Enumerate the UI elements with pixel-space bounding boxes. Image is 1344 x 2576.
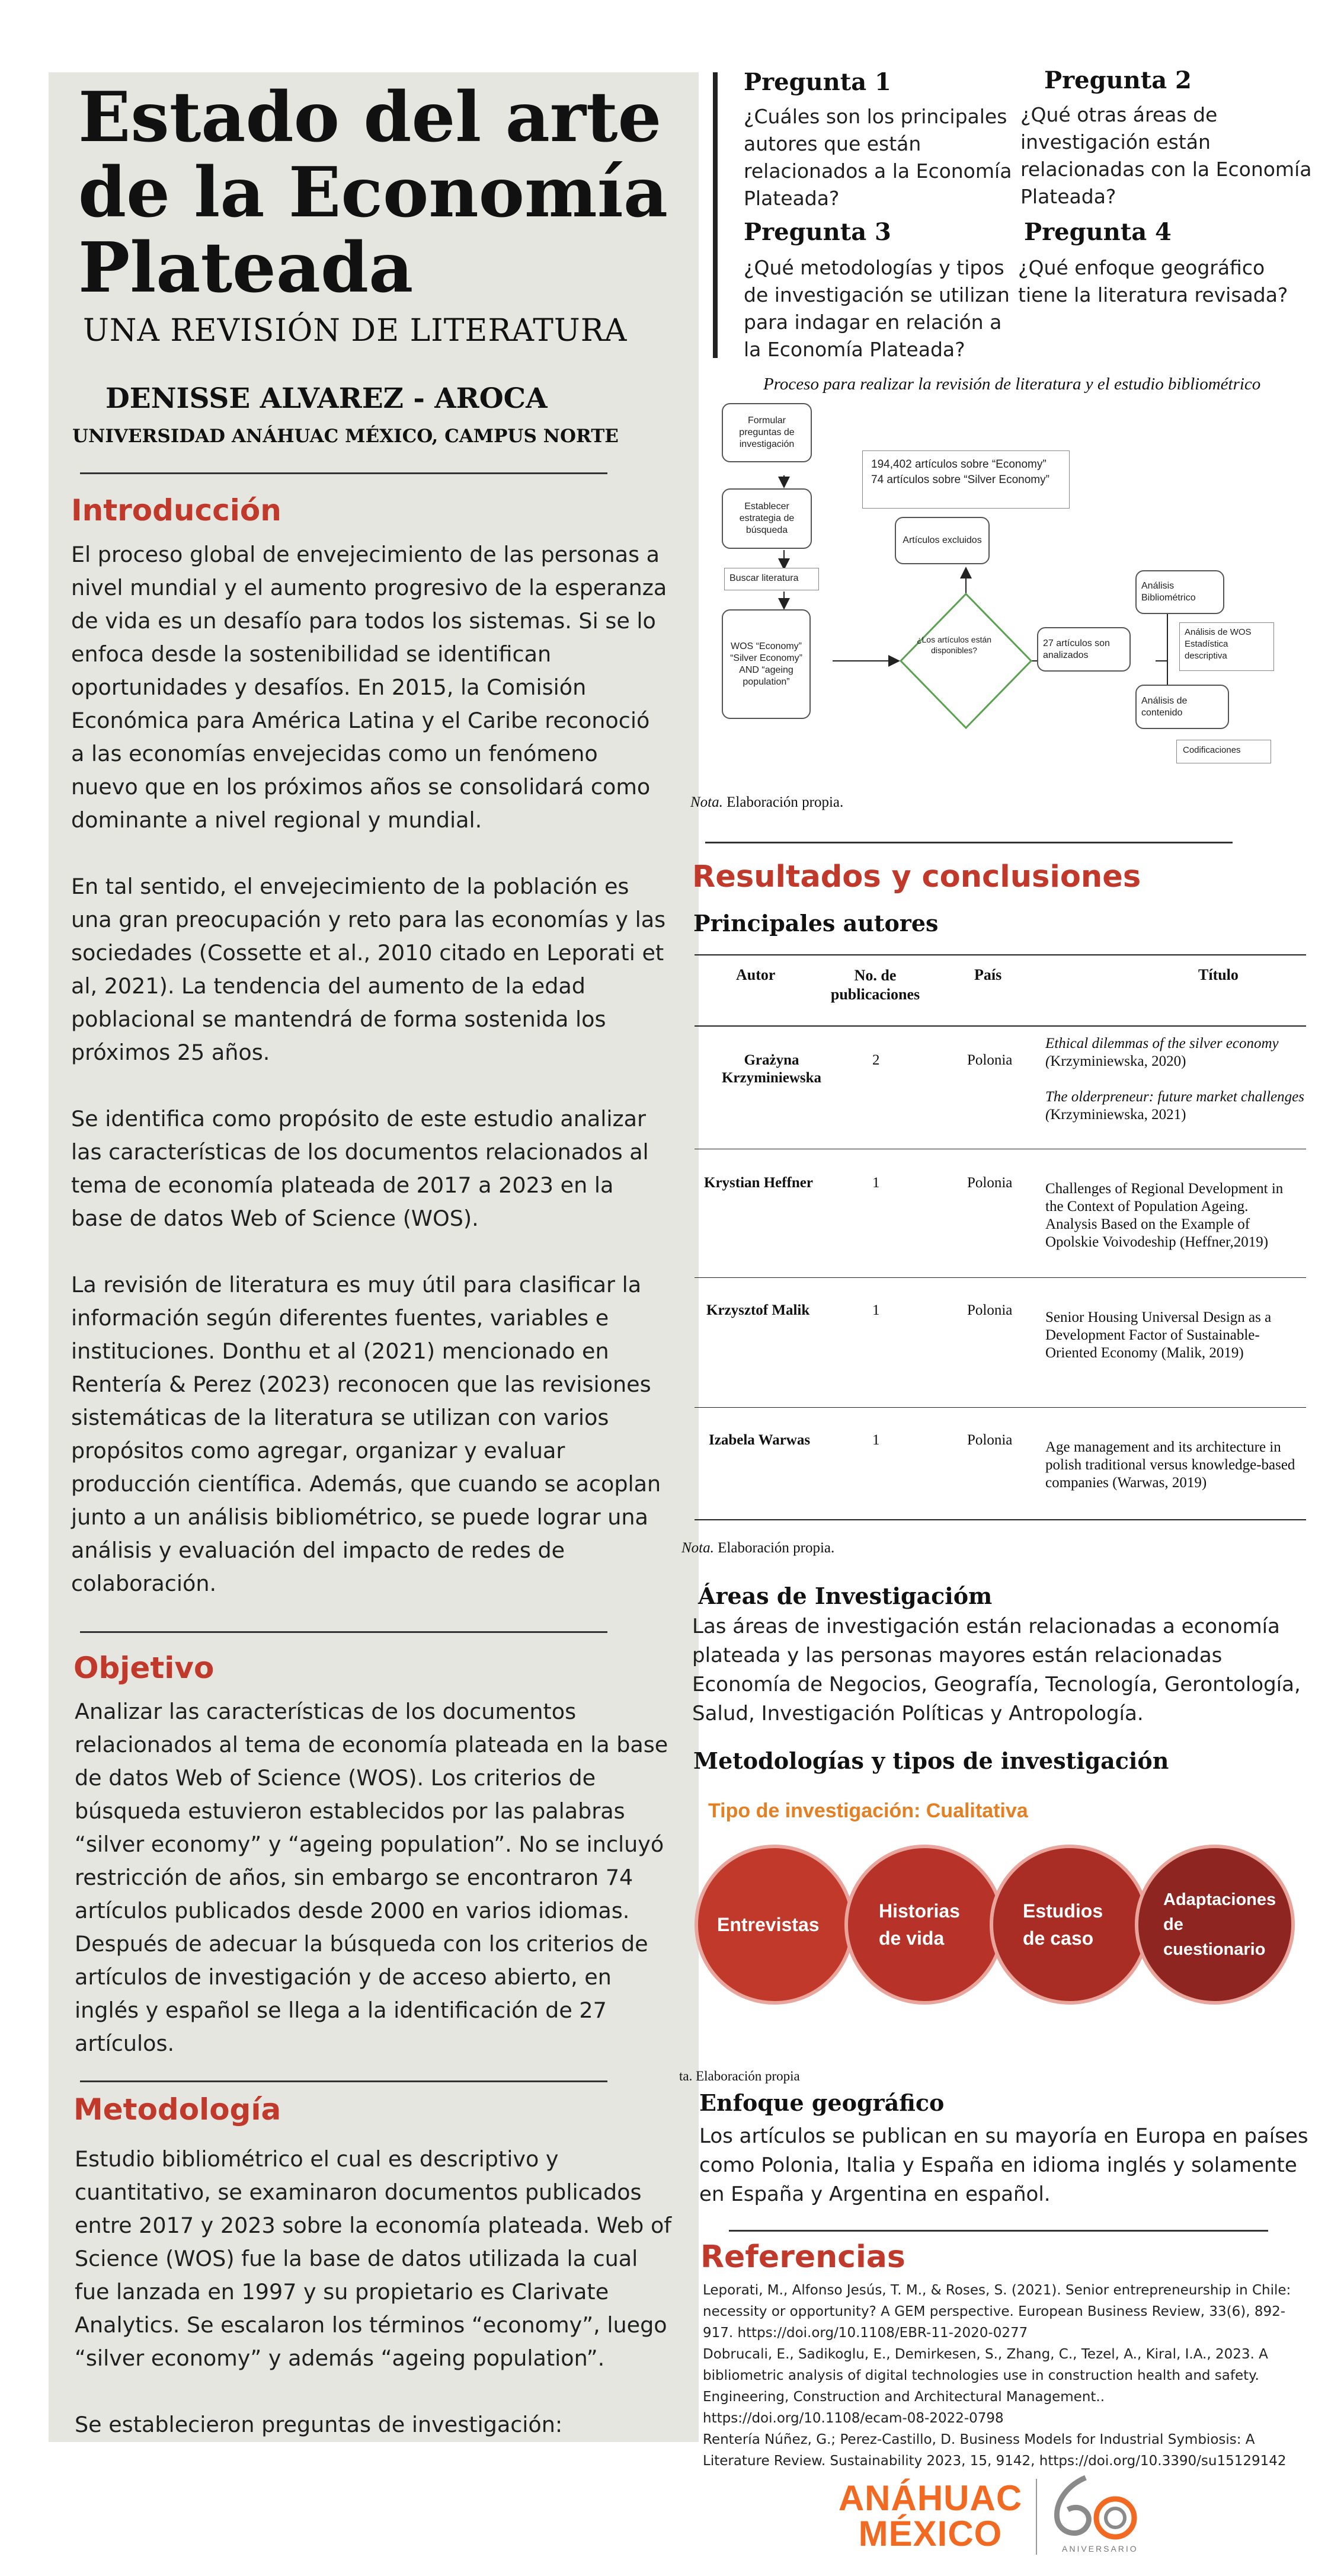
anahuac-logo [833,2478,1028,2553]
objetivo-body [75,1695,673,2060]
flow-step-wos: WOS “Economy” “Silver Economy” AND “ageing population” [722,609,811,719]
table-header-row [695,955,1306,1025]
note-text: Elaboración propia. [722,794,844,810]
table-row [695,1278,1306,1407]
areas-text: Las áreas de investigación están relacionadas a economía plateada y las personas mayores están relacionadas Economía de Negocios, Geografía, Tecnología, Gerontología, Salud, Investigación Políticas y Antropología. [692,1615,1301,1725]
question-2-title: Pregunta 2 [1044,66,1192,94]
col-header-count: No. de publicaciones [830,967,920,1003]
authors-table [695,954,1306,1520]
tipo-label: Tipo de investigación: Cualitativa [708,1800,1028,1822]
intro-body [71,538,670,1600]
question-2 [1020,66,1317,210]
objetivo-heading: Objetivo [73,1651,215,1685]
cell-title: Age management and its architecture in polish traditional versus knowledge-based companies (Warwas, 2019) [1045,1439,1295,1491]
question-1 [744,68,1016,212]
circle-estudios [990,1845,1150,2005]
metodologia-body [75,2143,673,2441]
circle-label: Estudios de caso [1023,1900,1103,1949]
reference-item: Leporati, M., Alfonso Jesús, T. M., & Roses, S. (2021). Senior entrepreneurship in Chile: necessity or opportunity? A GEM perspective. European Business Review, 33(6), 892-917. https://doi.org/10.1108/EBR-11-2020-0277 [703,2283,1291,2341]
question-4 [1018,218,1314,309]
metodologia-paragraph-1: Estudio bibliométrico el cual es descriptivo y cuantitativo, se examinaron documentos publicados entre 2017 y 2023 sobre la economía plateada. Web of Science (WOS) fue la base de datos utilizada la cual fue lanzada en 1997 y su propietario es Clarivate Analytics. Se escalaron los términos “economy”, luego “silver economy” y además “ageing population”. [75,2146,672,2371]
table-row [695,1149,1306,1277]
cell-count: 2 [872,1052,880,1068]
intro-paragraph-3: Se identifica como propósito de este estudio analizar las características de los documentos relacionados al tema de economía plateada de 2017 a 2023 en la base de datos Web of Science (WOS). [71,1106,649,1231]
metodologia-paragraph-2: Se establecieron preguntas de investigación: [75,2412,563,2437]
anniversary-label: ANIVERSARIO [1062,2544,1138,2553]
flow-analyzed: 27 artículos son analizados [1037,627,1131,672]
areas-heading: Áreas de Investigacióm [698,1583,993,1609]
circle-label: Entrevistas [717,1914,820,1935]
cell-country: Polonia [967,1302,1013,1318]
reference-item: Rentería Núñez, G.; Perez-Castillo, D. Business Models for Industrial Symbiosis: A Literature Review. Sustainability 2023, 15, 9142, https://doi.org/10.3390/su15129142 [703,2432,1287,2469]
question-3 [744,218,1016,363]
col-header-title: Título [1198,966,1239,983]
table-row [695,1408,1306,1519]
circle-adaptaciones [1135,1845,1295,2005]
cell-count: 1 [872,1175,880,1191]
title-2-rest: Krzyminiewska, 2021) [1050,1107,1186,1123]
title-line-3: Plateada [78,228,414,308]
flowchart-note [690,794,843,811]
institution-name: UNIVERSIDAD ANÁHUAC MÉXICO, CAMPUS NORTE [72,426,619,447]
divider [80,2080,607,2082]
circle-entrevistas [695,1845,855,2005]
author-name: DENISSE ALVAREZ - AROCA [105,382,548,415]
question-3-title: Pregunta 3 [744,218,891,246]
cell-title: Senior Housing Universal Design as a Development Factor of Sustainable-Oriented Economy (Malik, 2019) [1045,1309,1272,1361]
question-4-title: Pregunta 4 [1024,218,1172,246]
cell-author: Grażyna Krzyminiewska [721,1052,822,1086]
flow-decision-label: ¿Los artículos están disponibles? [916,635,992,655]
question-1-title: Pregunta 1 [744,68,891,96]
intro-paragraph-2: En tal sentido, el envejecimiento de la población es una gran preocupación y reto para las economías y las sociedades (Cossette et al., 2010 citado en Leporati et al, 2021). La tendencia del aumento de la edad poblacional se mantendrá de forma sostenida los próximos 25 años. [71,874,666,1065]
logo-divider [1036,2479,1037,2555]
col-header-author: Autor [736,966,776,983]
enfoque-text: Los artículos se publican en su mayoría en Europa en países como Polonia, Italia y España en idioma inglés y solamente en España y Argentina en español. [699,2124,1308,2206]
circles-note: ta. Elaboración propia [679,2069,800,2083]
flow-count-silver: 74 artículos sobre “Silver Economy” [871,474,1049,486]
metodologias-heading: Metodologías y tipos de investigación [693,1747,1169,1774]
question-2-text: ¿Qué otras áreas de investigación están relacionadas con la Economía Plateada? [1020,103,1312,208]
note-label: Nota. [690,794,723,810]
cell-author: Izabela Warwas [709,1432,811,1448]
poster-subtitle: UNA REVISIÓN DE LITERATURA [83,313,628,349]
resultados-heading: Resultados y conclusiones [692,859,1141,894]
flowchart-title: Proceso para realizar la revisión de literatura y el estudio bibliométrico [763,375,1261,394]
objetivo-paragraph: Analizar las características de los documentos relacionados al tema de economía plateada en la base de datos Web of Science (WOS). Los criterios de búsqueda estuvieron establecidos por las palabras “silver economy” y “ageing population”. No se incluyó restricción de años, sin embargo se encontraron 74 artículos publicados desde 2000 en varios idiomas. Después de adecuar la búsqueda con los criterios de artículos de investigación y de acceso abierto, en inglés y español se llega a la identificación de 27 artículos. [75,1699,668,2056]
intro-paragraph-1: El proceso global de envejecimiento de las personas a nivel mundial y el aumento progresivo de la esperanza de vida es un desafío para todos los sistemas. Si se lo enfoca desde la sostenibilidad se identifican oportunidades y desafíos. En 2015, la Comisión Económica para América Latina y el Caribe reconoció a las economías envejecidas como un fenómeno nuevo que en los próximos años se consolidará como dominante a nivel regional y mundial. [71,542,667,833]
references-list [703,2280,1313,2472]
title-2-italic: The olderpreneur: future market challenges ( [1045,1089,1304,1123]
question-3-text: ¿Qué metodologías y tipos de investigación se utilizan para indagar en relación a la Economía Plateada? [744,256,1010,361]
table-row [695,1027,1306,1149]
cell-country: Polonia [967,1175,1013,1191]
cell-author: Krystian Heffner [704,1175,813,1191]
divider [729,2230,1268,2232]
title-line-1: Estado del arte [78,77,662,158]
logo-line-2: MÉXICO [858,2514,1003,2553]
table-note [681,1540,834,1557]
divider [705,842,1233,843]
cell-title [1045,1035,1306,1124]
flow-content-detail: Codificaciones [1176,740,1271,763]
anniversary-logo [1044,2472,1157,2561]
circle-historias [844,1845,1004,2005]
cell-country: Polonia [967,1052,1013,1068]
cell-author: Krzysztof Malik [706,1302,810,1318]
circle-label: Historias de vida [879,1900,960,1949]
question-1-text: ¿Cuáles son los principales autores que están relacionados a la Economía Plateada? [744,105,1012,210]
note-label: Nota. [681,1540,714,1556]
autores-heading: Principales autores [693,910,939,937]
cell-title: Challenges of Regional Development in the Context of Population Ageing. Analysis Based on the Example of Opolskie Voivodeship (Heffner,2019) [1045,1181,1284,1250]
col-header-country: País [974,966,1002,983]
question-4-text: ¿Qué enfoque geográfico tiene la literatura revisada? [1018,256,1288,306]
title-line-2: de la Economía [78,152,668,233]
divider [80,1631,607,1633]
flow-step-strategy: Establecer estrategia de búsqueda [722,488,812,549]
flow-counts-box [862,450,1070,509]
flow-bibliometric: Análisis Bibliométrico [1135,570,1224,614]
poster-title [78,77,695,308]
flow-content: Análisis de contenido [1135,685,1229,729]
reference-item: Dobrucali, E., Sadikoglu, E., Demirkesen, S., Zhang, C., Tezel, A., Kiral, I.A., 2023. A bibliometric analysis of digital technologies use in construction health and safety. Engineering, Construction and Architectural Management.. https://doi.org/10.1108/ecam-08-2022-0798 [703,2347,1268,2426]
title-1-italic: Ethical dilemmas of the silver economy ( [1045,1035,1279,1069]
cell-country: Polonia [967,1432,1013,1448]
flow-count-economy: 194,402 artículos sobre “Economy” [871,458,1047,471]
divider [80,472,607,474]
flow-step-questions: Formular preguntas de investigación [722,403,812,462]
circle-label: Adaptaciones de cuestionario [1163,1890,1276,1959]
flow-step-search: Buscar literatura [724,568,819,590]
metodologia-heading: Metodología [73,2092,281,2127]
flow-excluded: Artículos excluidos [895,517,990,564]
intro-paragraph-4: La revisión de literatura es muy útil para clasificar la información según diferentes fuentes, variables e instituciones. Donthu et al (2021) mencionado en Rentería & Perez (2023) reconocen que las revisiones sistemáticas de la literatura se utilizan con varios propósitos como agregar, organizar y evaluar producción científica. Además, que cuando se acoplan junto a un análisis bibliométrico, se puede lograr una análisis y evaluación del impacto de redes de colaboración. [71,1272,661,1596]
enfoque-heading: Enfoque geográfico [699,2089,945,2116]
title-1-rest: Krzyminiewska, 2020) [1050,1053,1186,1069]
intro-heading: Introducción [71,493,281,528]
flow-bibliometric-detail: Análisis de WOS Estadística descriptiva [1179,622,1274,671]
sixty-icon [1044,2472,1157,2543]
referencias-heading: Referencias [700,2239,905,2275]
logo-line-1: ANÁHUAC [838,2478,1023,2518]
cell-count: 1 [872,1302,880,1318]
decision-diamond [901,594,1031,728]
note-text: Elaboración propia. [713,1540,835,1556]
questions-bar [713,72,718,358]
cell-count: 1 [872,1432,880,1448]
